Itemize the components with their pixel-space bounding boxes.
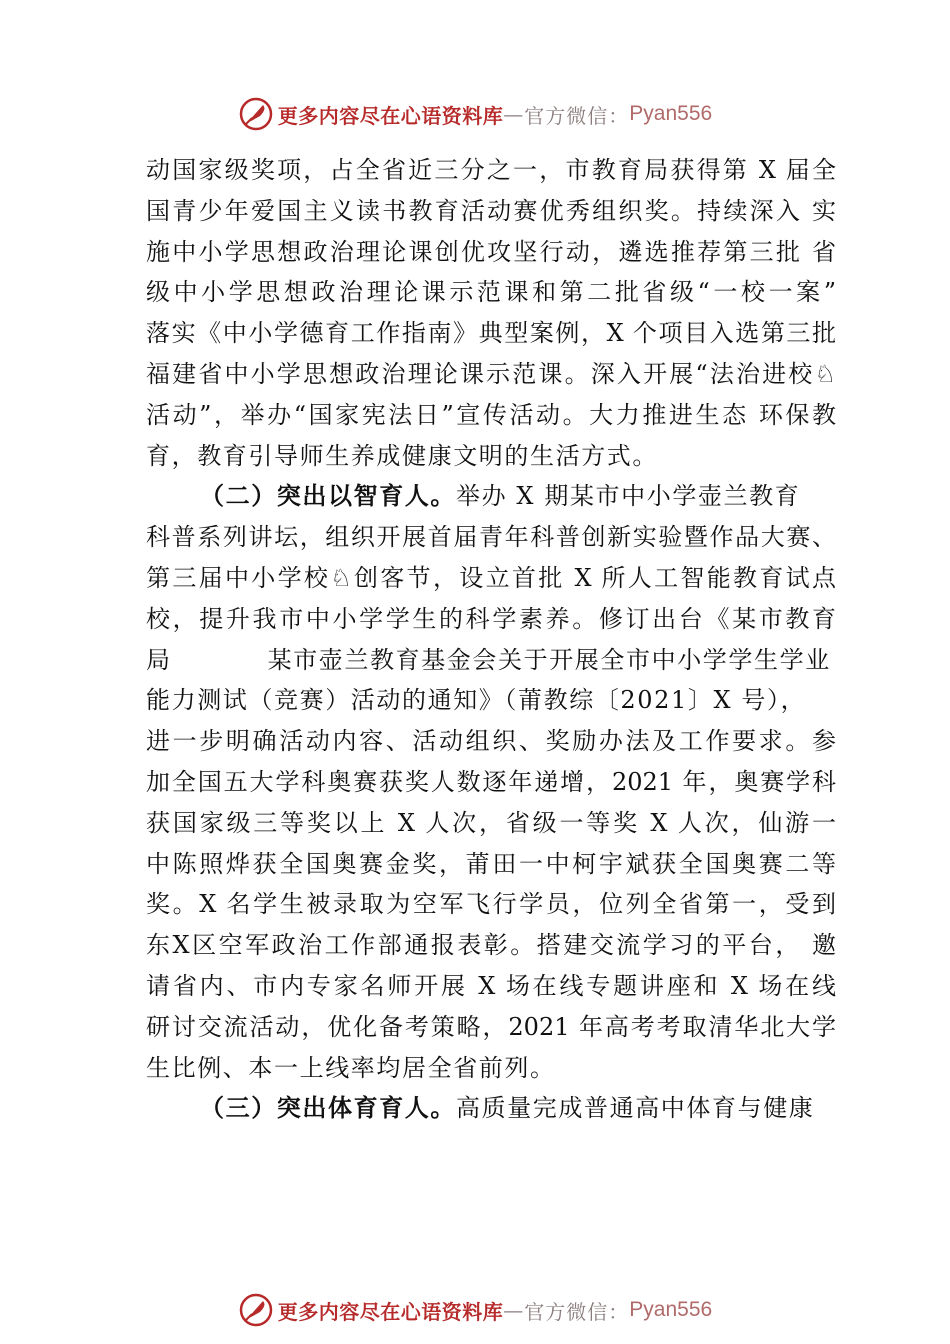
text-line: 奖。X 名学生被录取为空军飞行学员，位列全省第一，受到	[146, 890, 836, 919]
section-text: 高质量完成普通高中体育与健康	[456, 1094, 815, 1123]
text-line: 国青少年爱国主义读书教育活动赛优秀组织奖。持续深入 实	[146, 196, 836, 225]
text-line: 进一步明确活动内容、活动组织、奖励办法及工作要求。参	[146, 727, 836, 756]
section-line	[146, 1088, 836, 1129]
watermark-banner-bottom	[0, 1290, 950, 1330]
text-line: 生比例、本一上线率均居全省前列。	[146, 1053, 556, 1082]
document-body	[146, 150, 836, 1129]
text-line: 级中小学思想政治理论课示范课和第二批省级“一校一案”	[146, 278, 836, 307]
text-line: 育，教育引导师生养成健康文明的生活方式。	[146, 441, 658, 470]
text-line: 东Ⅹ区空军政治工作部通报表彰。搭建交流学习的平台， 邀	[146, 931, 836, 960]
watermark-wechat-id: Pyan556	[629, 1298, 713, 1321]
text-line: 施中小学思想政治理论课创优攻坚行动，遴选推荐第三批 省	[146, 237, 836, 266]
text-line: 研讨交流活动，优化备考策略，2021 年高考考取清华北大学	[146, 1012, 836, 1041]
section-text: 举办 X 期某市中小学壶兰教育	[456, 482, 801, 511]
section-heading-2: （二）突出以智育人。	[200, 481, 456, 511]
feather-seal-icon	[238, 1292, 274, 1328]
text-line: 加全国五大学科奥赛获奖人数逐年递增，2021 年，奥赛学科	[146, 767, 836, 796]
text-line	[146, 640, 836, 681]
text-line: 第三届中小学校♘创客节，设立首批 X 所人工智能教育试点	[146, 563, 836, 592]
watermark-official: 官方微信：	[524, 1299, 630, 1324]
text-line: 能力测试（竞赛）活动的通知》（莆教综〔2021〕X 号），	[146, 686, 807, 715]
text-fragment: 局	[146, 645, 172, 674]
text-fragment: 某市壶兰教育基金会关于开展全市中小学学生学业	[267, 645, 831, 674]
text-line: 校，提升我市中小学学生的科学素养。修订出台《某市教育	[146, 604, 836, 633]
watermark-banner-top	[0, 94, 950, 134]
feather-seal-icon	[238, 96, 274, 132]
text-line: 动国家级奖项，占全省近三分之一，市教育局获得第 X 届全	[146, 156, 836, 184]
watermark-brand: 更多内容尽在心语资料库	[277, 1299, 504, 1324]
watermark-separator: —	[503, 1298, 525, 1322]
watermark-official: 官方微信：	[524, 103, 630, 128]
watermark-wechat-id: Pyan556	[629, 102, 713, 125]
text-line: 获国家级三等奖以上 X 人次，省级一等奖 X 人次，仙游一	[146, 808, 836, 837]
text-line: 请省内、市内专家名师开展 X 场在线专题讲座和 X 场在线	[146, 971, 836, 1000]
section-heading-3: （三）突出体育育人。	[200, 1093, 456, 1123]
text-line: 中陈照烨获全国奥赛金奖，莆田一中柯宇斌获全国奥赛二等	[146, 849, 836, 878]
text-line: 科普系列讲坛，组织开展首届青年科普创新实验暨作品大赛、	[146, 523, 836, 552]
watermark-separator: —	[503, 102, 525, 126]
text-line: 落实《中小学德育工作指南》典型案例，X 个项目入选第三批	[146, 319, 836, 348]
watermark-brand: 更多内容尽在心语资料库	[277, 103, 504, 128]
text-line: 福建省中小学思想政治理论课示范课。深入开展“法治进校♘	[146, 359, 836, 388]
section-line	[146, 476, 836, 517]
text-line: 活动”，举办“国家宪法日”宣传活动。大力推进生态 环保教	[146, 400, 836, 429]
